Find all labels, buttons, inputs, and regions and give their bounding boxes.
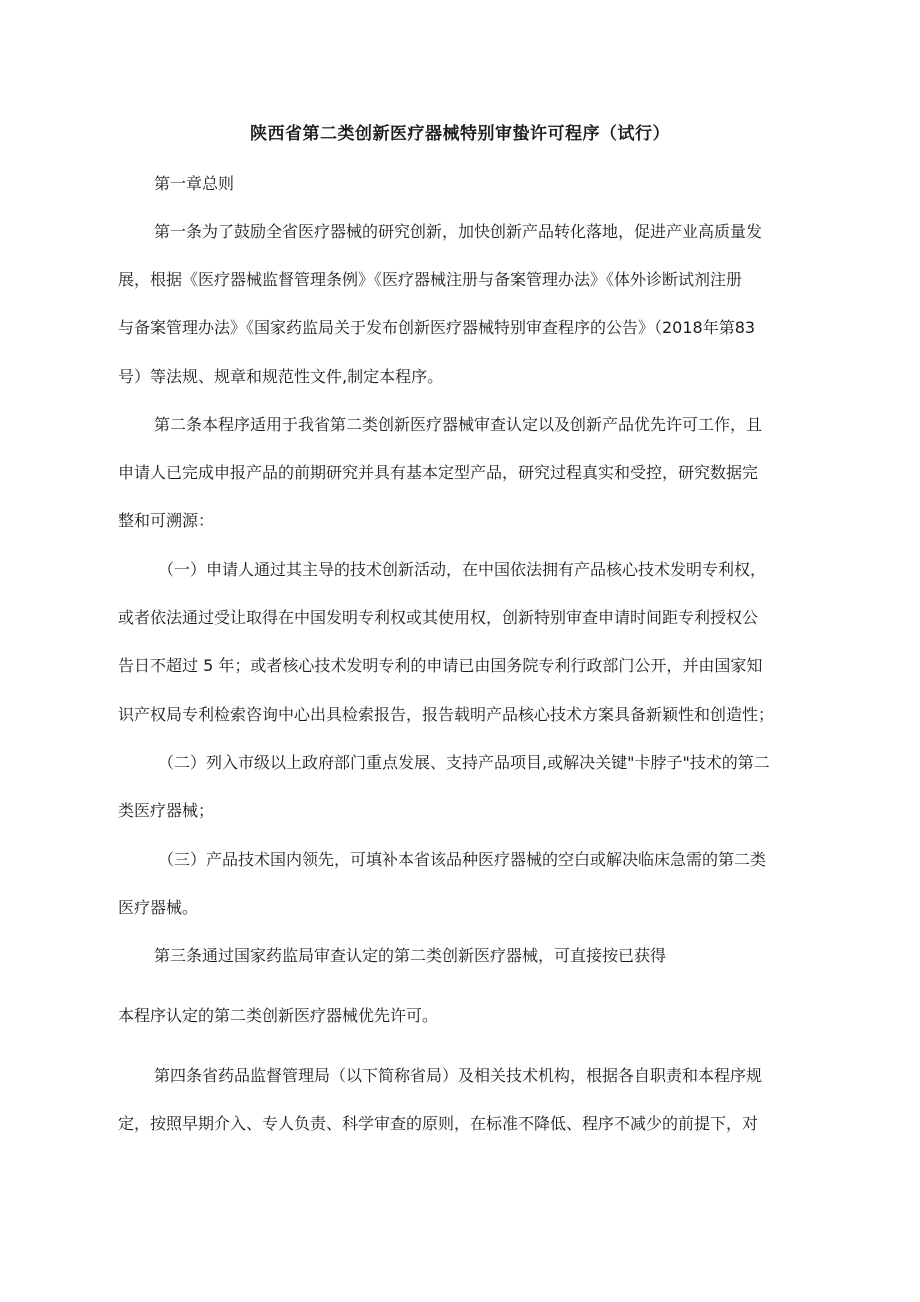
article-3-line-2: 本程序认定的第二类创新医疗器械优先许可。 (118, 1006, 439, 1025)
article-3-line-1: 第三条通过国家药监局审查认定的第二类创新医疗器械，可直接按已获得 (154, 946, 667, 965)
article-2-line-3: 整和可溯源： (118, 511, 215, 530)
article-1-line-1: 第一条为了鼓励全省医疗器械的研究创新，加快创新产品转化落地，促进产业高质量发 (154, 222, 763, 241)
article-4-line-2: 定，按照早期介入、专人负责、科学审查的原则，在标准不降低、程序不减少的前提下，对 (118, 1114, 759, 1133)
item-1-line-3: 告日不超过 5 年；或者核心技术发明专利的申请已由国务院专利行政部门公开，并由国家知 (118, 656, 763, 675)
article-1-line-2: 展，根据《医疗器械监督管理条例》《医疗器械注册与备案管理办法》《体外诊断试剂注册 (118, 270, 743, 289)
document-title: 陕西省第二类创新医疗器械特别审蛰许可程序（试行） (250, 124, 670, 144)
article-1-line-4: 号）等法规、规章和规范性文件,制定本程序。 (118, 367, 444, 386)
item-2-line-1: （二）列入市级以上政府部门重点发展、支持产品项目,或解决关键"卡脖子"技术的第二 (158, 753, 770, 772)
item-1-line-1: （一）申请人通过其主导的技术创新活动，在中国依法拥有产品核心技术发明专利权， (158, 560, 767, 579)
item-2-line-2: 类医疗器械； (118, 801, 215, 820)
item-1-line-4: 识产权局专利检索咨询中心出具检索报告，报告载明产品核心技术方案具备新颖性和创造性； (118, 705, 775, 724)
article-4-line-1: 第四条省药品监督管理局（以下简称省局）及相关技术机构，根据各自职责和本程序规 (154, 1066, 763, 1085)
chapter-heading: 第一章总则 (154, 174, 235, 193)
item-3-line-2: 医疗器械。 (118, 898, 199, 917)
item-1-line-2: 或者依法通过受让取得在中国发明专利权或其使用权，创新特别审查申请时间距专利授权公 (118, 608, 759, 627)
article-2-line-2: 申请人已完成申报产品的前期研究并具有基本定型产品，研究过程真实和受控，研究数据完 (118, 463, 759, 482)
article-1-line-3: 与备案管理办法》《国家药监局关于发布创新医疗器械特别审查程序的公告》（2018年第83 (118, 318, 756, 337)
article-2-line-1: 第二条本程序适用于我省第二类创新医疗器械审查认定以及创新产品优先许可工作，且 (154, 415, 763, 434)
item-3-line-1: （三）产品技术国内领先，可填补本省该品种医疗器械的空白或解决临床急需的第二类 (158, 850, 767, 869)
